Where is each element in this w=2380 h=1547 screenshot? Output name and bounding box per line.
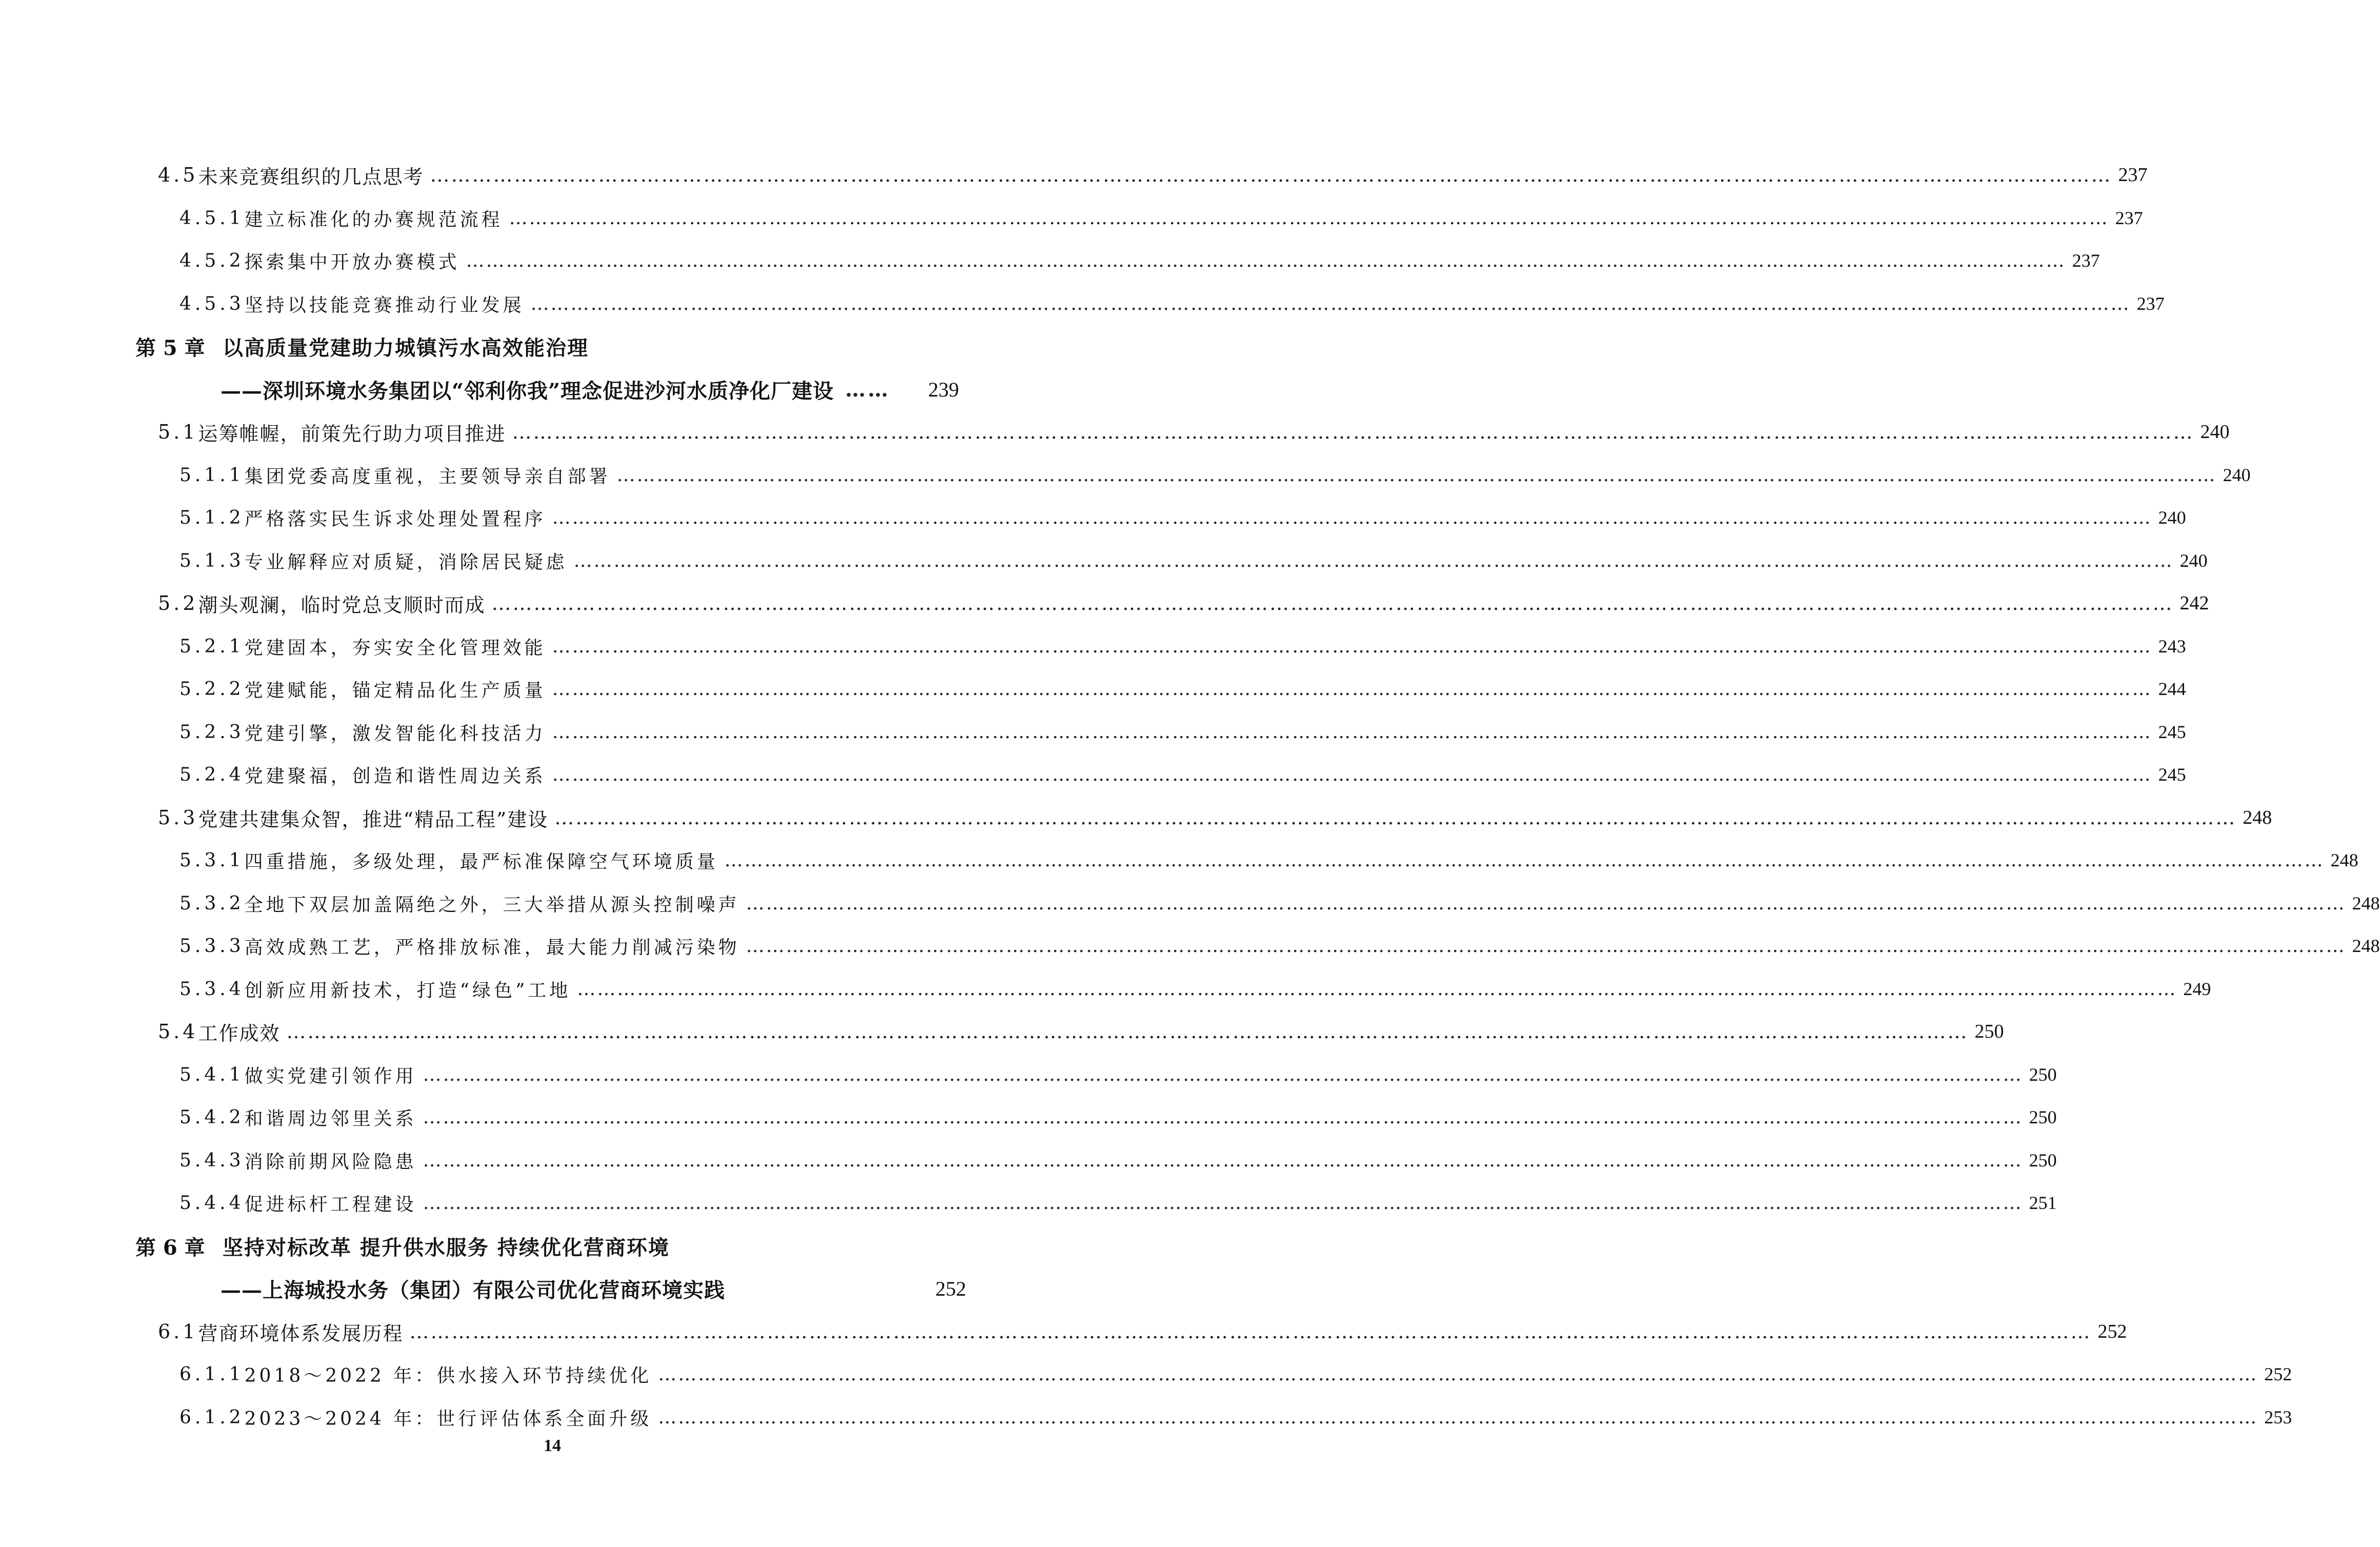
toc-entry[interactable] xyxy=(0,1102,2057,1133)
toc-entry[interactable] xyxy=(0,245,2100,276)
toc-entry-number: 5.3 xyxy=(158,806,198,829)
toc-entry-title: 运筹帷幄，前策先行助力项目推进 xyxy=(198,422,506,445)
toc-entry-title: 严格落实民生诉求处理处置程序 xyxy=(244,508,546,530)
toc-entry-number: 5.3.4 xyxy=(179,978,245,1000)
toc-entry-page: 250 xyxy=(2029,1107,2057,1127)
toc-entry-title: 党建引擎，激发智能化科技活力 xyxy=(244,723,546,744)
toc-dot-leader: …………………………………………………………………………………………………………………………………………………………………………………………………………………… xyxy=(552,721,2152,743)
toc-entry-title: 做实党建引领作用 xyxy=(244,1065,417,1087)
toc-entry-page: 237 xyxy=(2136,293,2165,314)
toc-dot-leader: …………………………………………………………………………………………………………………………………………………………………………………………………………………… xyxy=(286,1020,1969,1043)
toc-entry-title: 专业解释应对质疑，消除居民疑虑 xyxy=(244,551,568,573)
toc-entry-page: 245 xyxy=(2158,764,2186,785)
toc-entry-page: 250 xyxy=(1974,1021,2004,1042)
toc-entry-number: 4.5.1 xyxy=(179,207,245,229)
toc-entry-number: 5.2.3 xyxy=(179,721,245,743)
toc-entry-number: 5.3.1 xyxy=(179,849,245,871)
toc-entry[interactable] xyxy=(0,374,1105,405)
toc-entry[interactable] xyxy=(0,460,2251,490)
toc-entry-page: 251 xyxy=(2029,1193,2057,1213)
toc-dot-leader: …………………………………………………………………………………………………………………………………………………………………………………………………………………… xyxy=(409,1320,2092,1343)
toc-dot-leader: …………………………………………………………………………………………………………………………………………………………………………………………………………………… xyxy=(724,849,2325,871)
toc-dot-leader: …………………………………………………………………………………………………………………………………………………………………………………………………………………… xyxy=(554,806,2237,829)
toc-entry[interactable] xyxy=(0,759,2186,790)
toc-entry[interactable] xyxy=(0,331,1105,362)
toc-entry-title: 党建赋能，锚定精品化生产质量 xyxy=(244,680,546,701)
toc-entry[interactable] xyxy=(0,1059,2057,1090)
toc-dot-leader: …………………………………………………………………………………………………………………………………………………………………………………………………………………… xyxy=(552,636,2152,657)
toc-entry-page: 248 xyxy=(2330,850,2358,870)
toc-entry[interactable] xyxy=(0,631,2186,662)
toc-dot-leader: …… xyxy=(845,377,891,402)
toc-entry[interactable] xyxy=(0,845,2358,876)
toc-dot-leader: …………………………………………………………………………………………………………………………………………………………………………………………………………………… xyxy=(509,207,2109,229)
toc-entry-title: 坚持以技能竞赛推动行业发展 xyxy=(244,294,525,316)
toc-entry-page: 237 xyxy=(2118,164,2148,186)
toc-entry-page: 239 xyxy=(928,378,959,401)
toc-entry-number: 4.5.2 xyxy=(179,250,245,271)
toc-dot-leader: …………………………………………………………………………………………………………………………………………………………………………………………………………………… xyxy=(552,507,2152,528)
toc-entry-page: 244 xyxy=(2158,679,2186,699)
toc-entry-title: 以高质量党建助力城镇污水高效能治理 xyxy=(223,335,589,360)
toc-entry-page: 252 xyxy=(2097,1321,2127,1342)
toc-entry-number: 5.2.1 xyxy=(179,636,245,657)
page-number: 14 xyxy=(544,1436,561,1455)
toc-entry-title: 党建固本，夯实安全化管理效能 xyxy=(244,637,546,659)
toc-entry-number: 5.2 xyxy=(158,592,198,614)
toc-entry-number: 5.4.3 xyxy=(179,1149,245,1171)
toc-entry-number: 5.3.3 xyxy=(179,935,245,957)
toc-entry-title: 消除前期风险隐患 xyxy=(244,1151,417,1173)
toc-entry-page: 240 xyxy=(2223,465,2251,485)
toc-entry[interactable] xyxy=(0,203,2143,233)
toc-entry-page: 252 xyxy=(2264,1364,2292,1384)
toc-dot-leader: …………………………………………………………………………………………………………………………………………………………………………………………………………………… xyxy=(577,978,2177,1000)
toc-entry-title: 高效成熟工艺，严格排放标准，最大能力削减污染物 xyxy=(244,937,740,958)
toc-entry-title: 坚持对标改革 提升供水服务 持续优化营商环境 xyxy=(223,1235,670,1260)
toc-entry-page: 248 xyxy=(2243,807,2272,828)
toc-dot-leader: …………………………………………………………………………………………………………………………………………………………………………………………………………………… xyxy=(746,893,2346,914)
toc-entry[interactable] xyxy=(0,1231,1105,1261)
toc-entry[interactable] xyxy=(0,1016,2004,1047)
toc-entry-page: 240 xyxy=(2179,550,2208,571)
toc-entry-number: 5.4.1 xyxy=(179,1064,245,1085)
toc-entry-title: ——上海城投水务（集团）有限公司优化营商环境实践 xyxy=(221,1278,725,1302)
toc-entry-title: 探索集中开放办赛模式 xyxy=(244,251,460,273)
toc-entry-number: 6.1.1 xyxy=(179,1363,245,1385)
toc-entry[interactable] xyxy=(0,545,2208,576)
toc-entry-title: 创新应用新技术，打造“绿色”工地 xyxy=(244,980,571,1001)
toc-entry-page: 249 xyxy=(2183,979,2211,999)
toc-entry-title: 促进标杆工程建设 xyxy=(244,1194,417,1215)
toc-dot-leader: …………………………………………………………………………………………………………………………………………………………………………………………………………………… xyxy=(423,1106,2023,1128)
toc-entry-number: 4.5.3 xyxy=(179,293,245,314)
toc-entry-title: 党建聚福，创造和谐性周边关系 xyxy=(244,765,546,787)
toc-entry-title: 2018～2022 年：供水接入环节持续优化 xyxy=(244,1365,652,1386)
toc-entry-title: 未来竞赛组织的几点思考 xyxy=(198,165,424,188)
toc-dot-leader: …………………………………………………………………………………………………………………………………………………………………………………………………………………… xyxy=(423,1064,2023,1085)
toc-entry[interactable] xyxy=(0,502,2186,533)
toc-entry-page: 248 xyxy=(2352,893,2380,914)
toc-entry-number: 5.4 xyxy=(158,1020,198,1043)
toc-entry-page: 237 xyxy=(2072,250,2100,271)
toc-entry-page: 252 xyxy=(935,1277,966,1300)
toc-entry-number: 5.2.4 xyxy=(179,764,245,785)
toc-entry[interactable] xyxy=(0,588,2209,619)
toc-dot-leader: …………………………………………………………………………………………………………………………………………………………………………………………………………………… xyxy=(552,764,2152,785)
toc-dot-leader: …………………………………………………………………………………………………………………………………………………………………………………………………………………… xyxy=(491,592,2174,614)
toc-dot-leader: …………………………………………………………………………………………………………………………………………………………………………………………………………………… xyxy=(530,293,2131,314)
toc-entry-title: 四重措施，多级处理，最严标准保障空气环境质量 xyxy=(244,851,718,872)
toc-dot-leader: …………………………………………………………………………………………………………………………………………………………………………………………………………………… xyxy=(423,1192,2023,1214)
toc-entry-page: 237 xyxy=(2115,208,2143,228)
toc-entry[interactable] xyxy=(0,288,2165,319)
toc-entry-title: 全地下双层加盖隔绝之外，三大举措从源头控制噪声 xyxy=(244,894,740,916)
toc-dot-leader: …………………………………………………………………………………………………………………………………………………………………………………………………………………… xyxy=(658,1406,2258,1428)
toc-entry-title: 潮头观澜，临时党总支顺时而成 xyxy=(198,593,486,617)
toc-entry[interactable] xyxy=(0,1316,2127,1347)
toc-entry-page: 250 xyxy=(2029,1064,2057,1085)
toc-entry-page: 242 xyxy=(2179,592,2209,614)
toc-entry-title: 建立标准化的办赛规范流程 xyxy=(244,209,503,230)
toc-dot-leader: …………………………………………………………………………………………………………………………………………………………………………………………………………………… xyxy=(746,935,2346,957)
toc-dot-leader: …………………………………………………………………………………………………………………………………………………………………………………………………………………… xyxy=(466,250,2066,271)
toc-entry-title: ——深圳环境水务集团以“邻利你我”理念促进沙河水质净化厂建设 xyxy=(221,379,834,403)
toc-entry-number: 5.1.3 xyxy=(179,550,245,571)
toc-entry-number: 5.1 xyxy=(158,421,198,443)
toc-entry-number: 6.1.2 xyxy=(179,1406,245,1428)
toc-entry-title: 和谐周边邻里关系 xyxy=(244,1108,417,1129)
toc-entry[interactable] xyxy=(0,802,2272,833)
toc-entry[interactable] xyxy=(0,930,2380,961)
toc-entry-number: 4.5 xyxy=(158,164,198,186)
toc-entry-page: 240 xyxy=(2200,421,2230,443)
toc-entry-page: 250 xyxy=(2029,1150,2057,1171)
toc-entry-number: 6.1 xyxy=(158,1320,198,1343)
toc-entry[interactable] xyxy=(0,1187,2057,1218)
toc-entry[interactable] xyxy=(0,673,2186,704)
toc-entry-number: 5.1.1 xyxy=(179,464,245,486)
toc-entry-number: 5.2.2 xyxy=(179,678,245,700)
toc-entry[interactable] xyxy=(0,417,2230,447)
toc-entry-page: 240 xyxy=(2158,507,2186,528)
toc-entry-number: 5.4.2 xyxy=(179,1106,245,1128)
toc-entry[interactable] xyxy=(0,1273,1105,1304)
toc-entry-number: 第 5 章 xyxy=(135,335,205,360)
toc-entry-title: 集团党委高度重视，主要领导亲自部署 xyxy=(244,466,611,487)
toc-entry-title: 2023～2024 年：世行评估体系全面升级 xyxy=(244,1408,652,1430)
toc-dot-leader: …………………………………………………………………………………………………………………………………………………………………………………………………………………… xyxy=(552,678,2152,700)
toc-entry-number: 5.4.4 xyxy=(179,1192,245,1214)
toc-entry-number: 5.3.2 xyxy=(179,893,245,914)
toc-entry-title: 党建共建集众智，推进“精品工程”建设 xyxy=(198,808,549,831)
toc-entry-page: 245 xyxy=(2158,722,2186,742)
toc-dot-leader: …………………………………………………………………………………………………………………………………………………………………………………………………………………… xyxy=(573,550,2174,571)
toc-dot-leader: …………………………………………………………………………………………………………………………………………………………………………………………………………………… xyxy=(616,464,2217,486)
toc-entry[interactable] xyxy=(0,1359,2292,1390)
toc-entry[interactable] xyxy=(0,160,2148,190)
toc-entry-page: 243 xyxy=(2158,636,2186,657)
toc-entry[interactable] xyxy=(0,974,2211,1004)
toc-entry[interactable] xyxy=(0,1145,2057,1176)
toc-entry[interactable] xyxy=(0,1402,2292,1433)
toc-entry[interactable] xyxy=(0,717,2186,747)
toc-entry-number: 第 6 章 xyxy=(135,1235,205,1260)
toc-dot-leader: …………………………………………………………………………………………………………………………………………………………………………………………………………………… xyxy=(423,1149,2023,1171)
toc-entry-page: 253 xyxy=(2264,1407,2292,1427)
toc-entry-number: 5.1.2 xyxy=(179,507,245,528)
toc-entry-page: 248 xyxy=(2352,936,2380,956)
toc-dot-leader: …………………………………………………………………………………………………………………………………………………………………………………………………………………… xyxy=(512,421,2194,443)
toc-entry[interactable] xyxy=(0,888,2380,919)
toc-entry-title: 工作成效 xyxy=(198,1022,281,1045)
toc-dot-leader: …………………………………………………………………………………………………………………………………………………………………………………………………………………… xyxy=(658,1363,2258,1385)
toc-dot-leader: …………………………………………………………………………………………………………………………………………………………………………………………………………………… xyxy=(430,164,2112,186)
toc-entry-title: 营商环境体系发展历程 xyxy=(198,1322,404,1345)
